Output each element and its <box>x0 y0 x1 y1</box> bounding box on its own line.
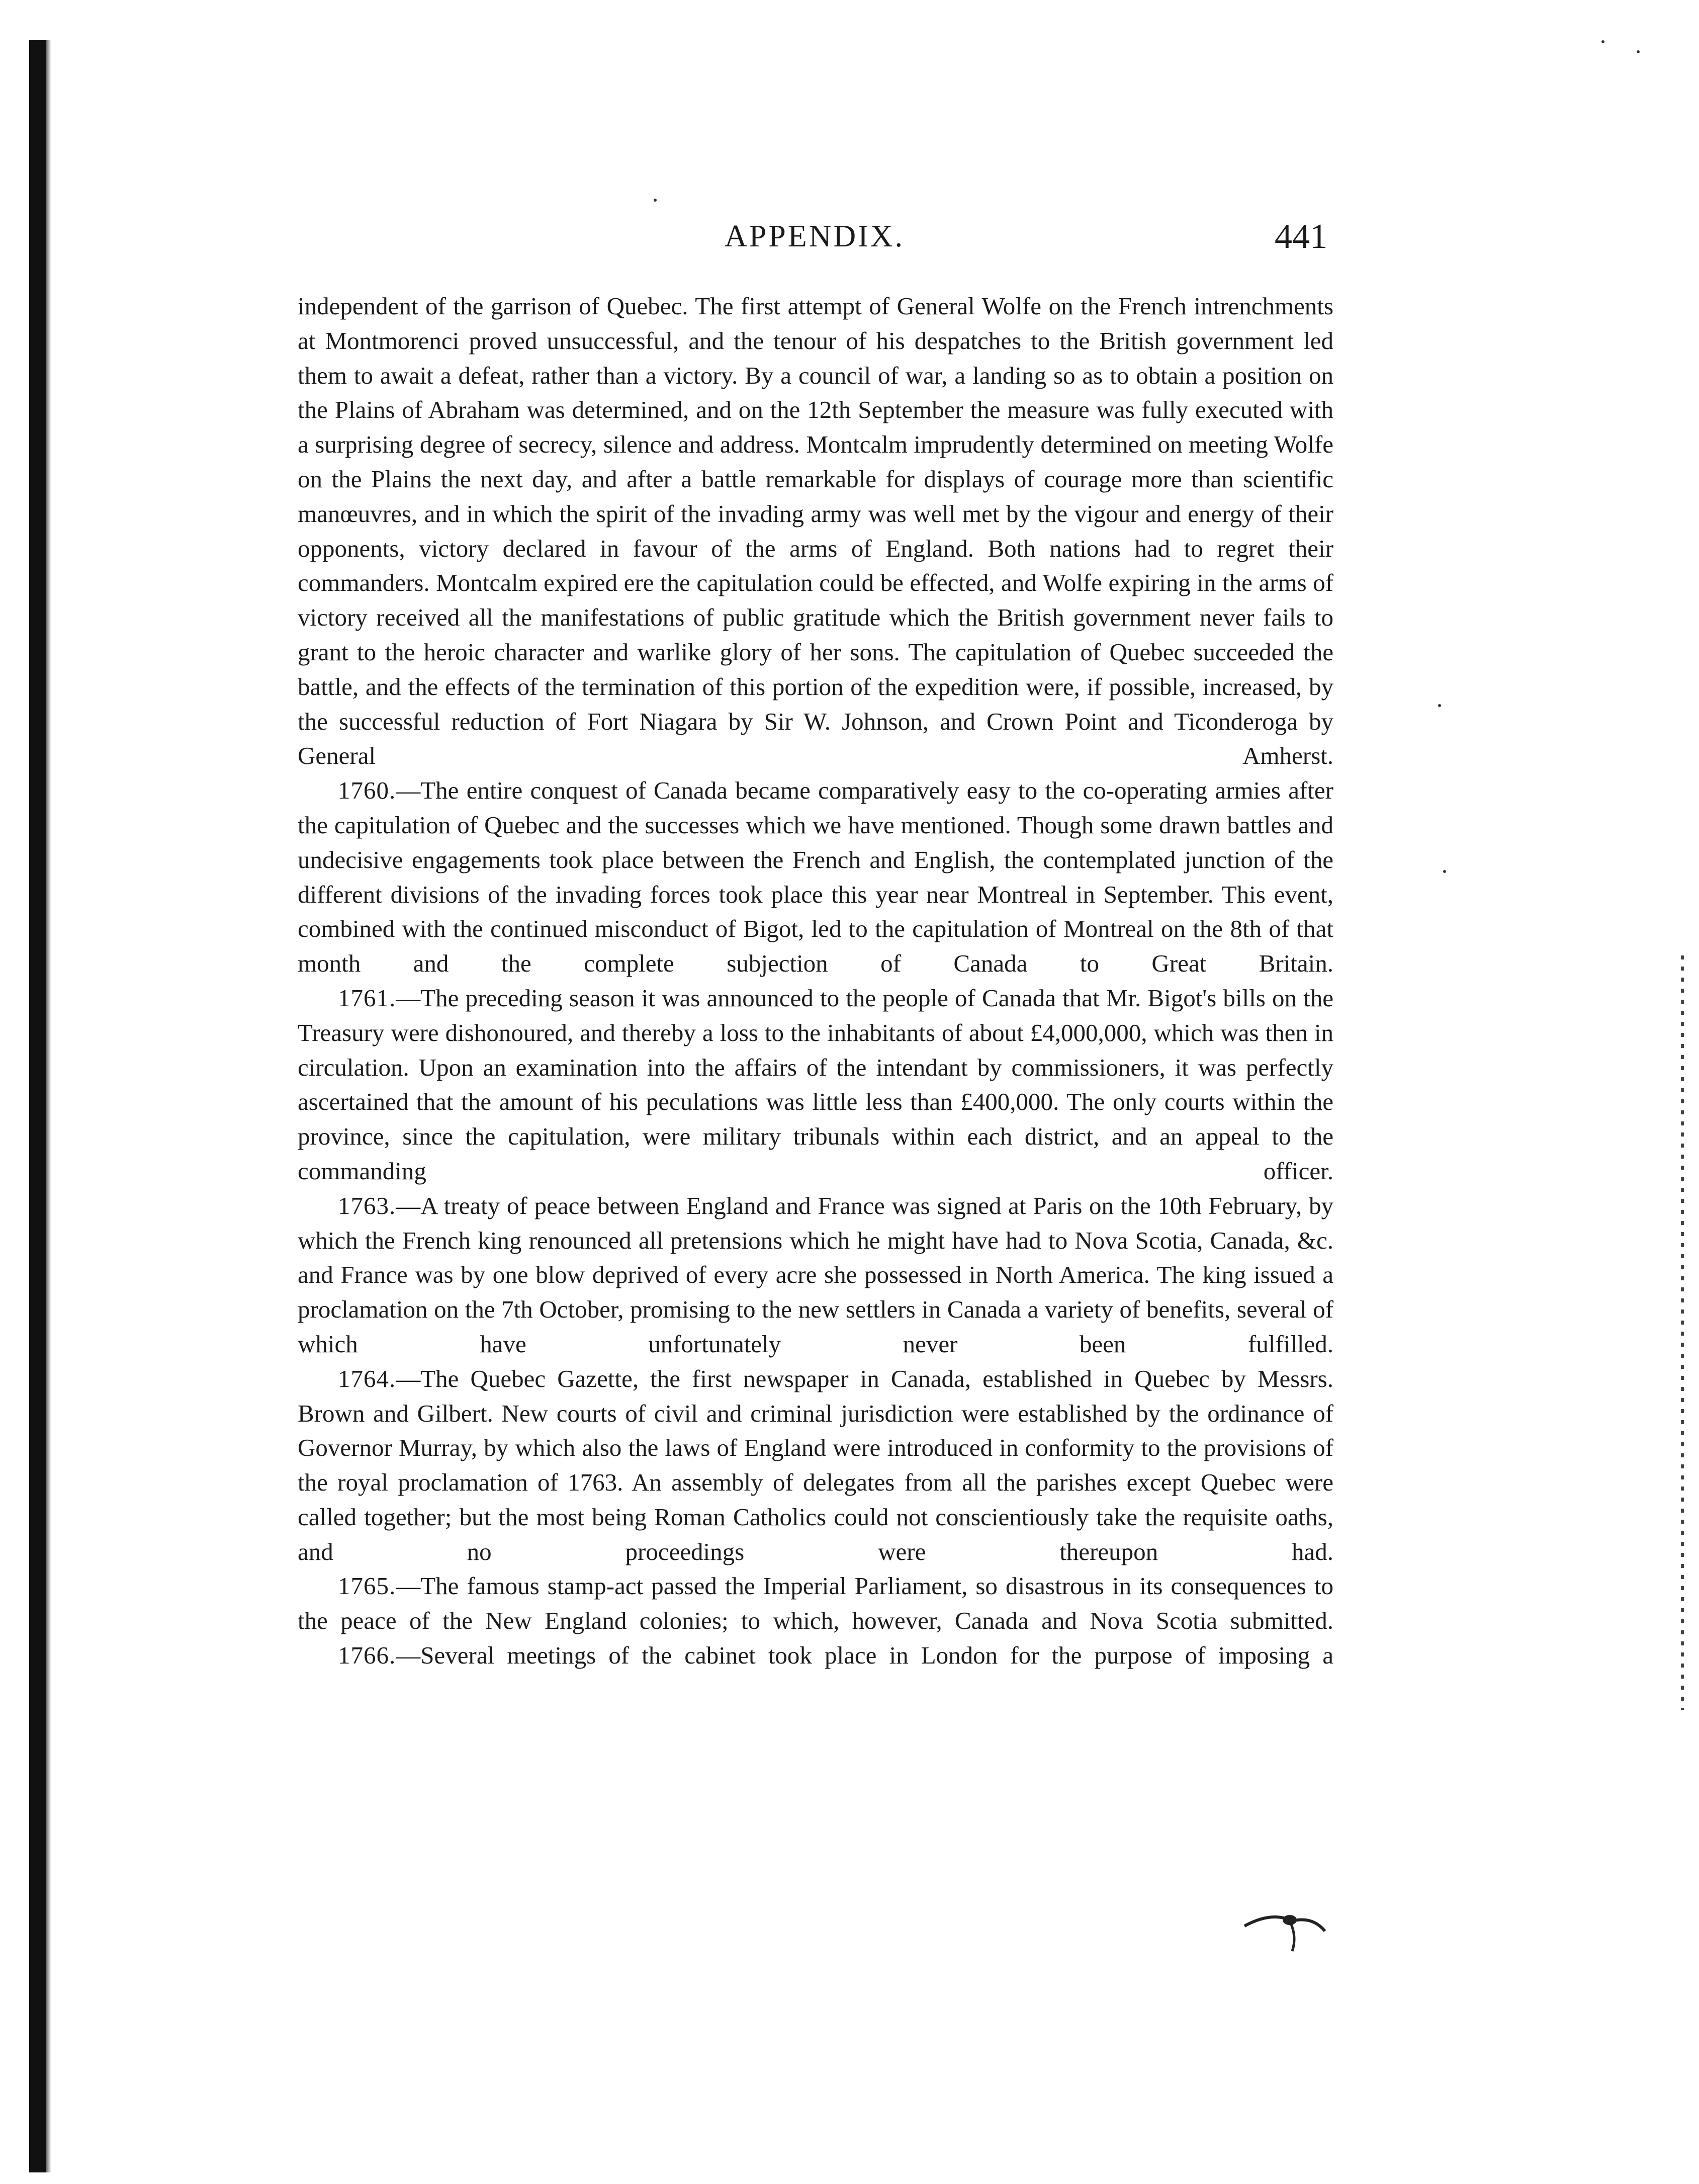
paragraph-1760 <box>298 773 1333 981</box>
paragraph-text: —The entire conquest of Canada became comparatively easy to the co-operating armies after the capitulation of Quebec and the successes which we have mentioned. Though some drawn battles and undecisive engagements took place between the French and English, the contemplated junction of the different divisions of the invading forces took place this year near Montreal in September. This event, combined with the continued misconduct of Bigot, led to the capitulation of Montreal on the 8th of that month and the complete subjection of Canada to Great Britain. <box>298 776 1333 978</box>
body-text <box>298 289 1333 1673</box>
gutter-gradient <box>46 40 51 2172</box>
year-label: 1761. <box>338 984 396 1012</box>
ink-speck <box>1637 50 1640 53</box>
paragraph-1763 <box>298 1189 1333 1362</box>
paragraph-text: —A treaty of peace between England and France was signed at Paris on the 10th February, by which the French king renounced all pretensions which he might have had to Nova Scotia, Canada, &c. and France was by one blow deprived of every acre she possessed in North America. The king issued a proclamation on the 7th October, promising to the new settlers in Canada a variety of benefits, several of which have unfortunately never been fulfilled. <box>298 1191 1333 1358</box>
paragraph-text: —The famous stamp-act passed the Imperial Parliament, so disastrous in its consequences to the peace of the New England colonies; to which, however, Canada and Nova Scotia submitted. <box>298 1572 1333 1635</box>
pen-flourish-icon <box>1242 1896 1327 1956</box>
ink-speck <box>1438 704 1441 707</box>
paragraph-text: —The preceding season it was announced to the people of Canada that Mr. Bigot's bills on the Treasury were dishonoured, and thereby a loss to the inhabitants of about £4,000,000, which was then in circulation. Upon an examination into the affairs of the intendant by commissioners, it was perfectly ascertained that the amount of his peculations was little less than £400,000. The only courts within the province, since the capitulation, were military tribunals within each district, and an appeal to the commanding officer. <box>298 984 1333 1185</box>
book-spine-shadow <box>29 40 46 2172</box>
paragraph-1764 <box>298 1362 1333 1569</box>
paragraph-text: independent of the garrison of Quebec. The first attempt of General Wolfe on the French intrenchments at Montmorenci proved unsuccessful, and the tenour of his despatches to the British government led them to await a defeat, rather than a victory. By a council of war, a landing so as to obtain a position on the Plains of Abraham was determined, and on the 12th September the measure was fully executed with a surprising degree of secrecy, silence and address. Montcalm imprudently determined on meeting Wolfe on the Plains the next day, and after a battle remarkable for displays of courage more than scientific manœuvres, and in which the spirit of the invading army was well met by the vigour and energy of their opponents, victory declared in favour of the arms of England. Both nations had to regret their commanders. Montcalm expired ere the capitulation could be effected, and Wolfe expiring in the arms of victory received all the manifestations of public gratitude which the British government never fails to grant to the heroic character and warlike glory of her sons. The capitulation of Quebec succeeded the battle, and the effects of the termination of this portion of the expedition were, if possible, increased, by the successful reduction of Fort Niagara by Sir W. Johnson, and Crown Point and Ticonderoga by General Amherst. <box>298 292 1333 770</box>
paragraph-continuation <box>298 289 1333 773</box>
paragraph-text: —Several meetings of the cabinet took place in London for the purpose of imposing a <box>396 1641 1333 1670</box>
paragraph-1761 <box>298 981 1333 1189</box>
paragraph-text: —The Quebec Gazette, the first newspaper in Canada, established in Quebec by Messrs. Brown and Gilbert. New courts of civil and criminal jurisdiction were established by the ordinance of Governor Murray, by which also the laws of England were introduced in conformity to the provisions of the royal proclamation of 1763. An assembly of delegates from all the parishes except Quebec were called together; but the most being Roman Catholics could not conscientiously take the requisite oaths, and no proceedings were thereupon had. <box>298 1364 1333 1565</box>
year-label: 1765. <box>338 1572 396 1600</box>
year-label: 1766. <box>338 1641 396 1670</box>
page-header <box>302 219 1327 264</box>
paragraph-1766 <box>298 1638 1333 1673</box>
running-head: APPENDIX. <box>724 219 905 253</box>
ink-speck <box>1443 870 1446 873</box>
paragraph-1765 <box>298 1569 1333 1638</box>
year-label: 1763. <box>338 1191 396 1219</box>
year-label: 1764. <box>338 1364 396 1392</box>
page-number: 441 <box>1275 217 1327 256</box>
page-edge-artifacts <box>1681 955 1684 1710</box>
year-label: 1760. <box>338 776 396 805</box>
ink-speck <box>654 199 657 202</box>
ink-speck <box>1601 40 1604 43</box>
